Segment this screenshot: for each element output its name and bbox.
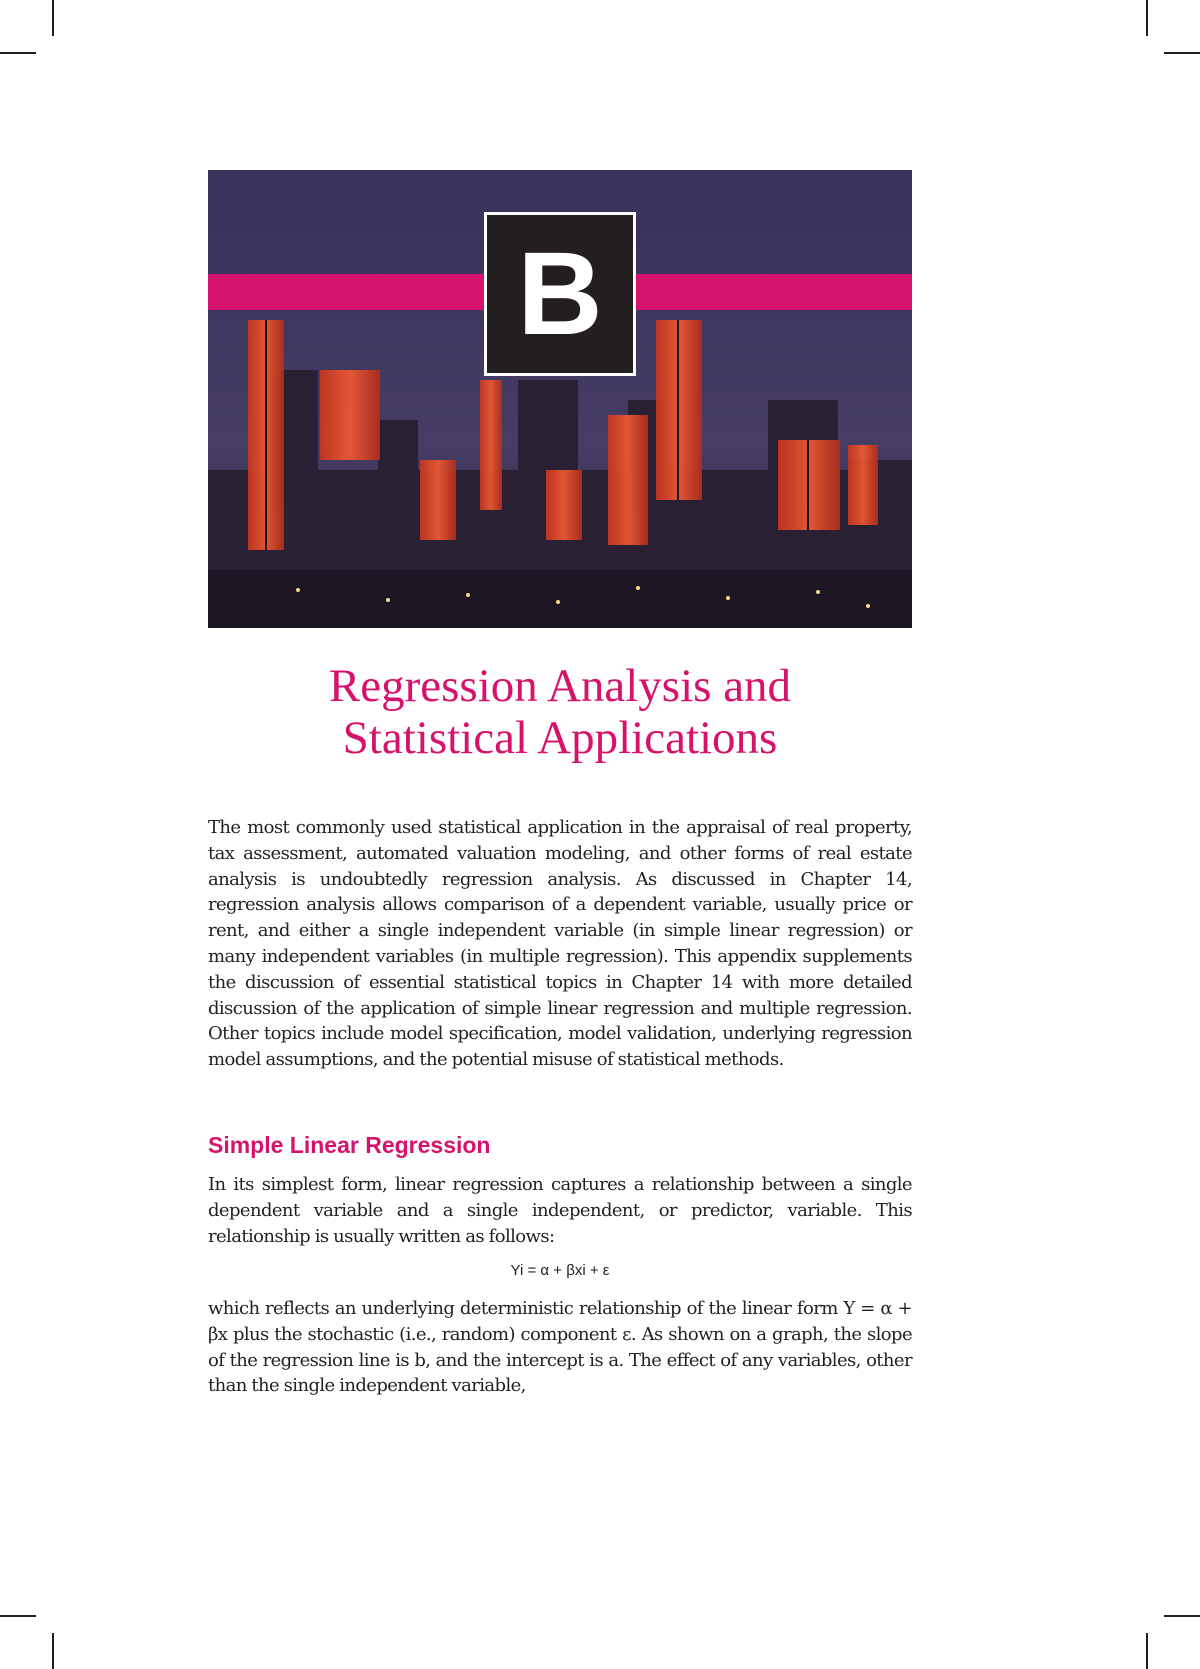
- section-heading: Simple Linear Regression: [208, 1132, 491, 1158]
- crop-mark: [1146, 0, 1148, 36]
- chapter-title-line2: Statistical Applications: [342, 712, 778, 764]
- following-paragraph: which reflects an underlying deterministic relationship of the linear form Y = α + βx plus the stochastic (i.e., random) component ε. As shown on a graph, the slope of the regression line is b, and the intercept is a. The effect of any variables, other than the single independent variable,: [208, 1298, 912, 1397]
- regression-equation: Yi = α + βxi + ε: [510, 1262, 610, 1279]
- crop-mark: [52, 0, 54, 36]
- chapter-title: [208, 660, 912, 764]
- appendix-letter: B: [517, 228, 603, 360]
- section-paragraph: In its simplest form, linear regression captures a relationship between a single dependent variable and a single independent, or predictor, variable. This relationship is usually written as follows:: [208, 1174, 912, 1247]
- crop-mark: [1146, 1633, 1148, 1669]
- intro-paragraph: The most commonly used statistical application in the appraisal of real property, tax assessment, automated valuation modeling, and other forms of real estate analysis is undoubtedly regression analysis. As discussed in Chapter 14, regression analysis allows comparison of a dependent variable, usually price or rent, and either a single independent variable (in simple linear regression) or many independent variables (in multiple regression). This appendix supplements the discussion of essential statistical topics in Chapter 14 with more detailed discussion of the application of simple linear regression and multiple regression. Other topics include model specification, model validation, underlying regression model assumptions, and the potential misuse of statistical methods.: [208, 817, 912, 1071]
- appendix-letter-box: [484, 212, 636, 376]
- crop-mark: [1164, 52, 1200, 54]
- crop-mark: [0, 52, 36, 54]
- chapter-title-line1: Regression Analysis and: [328, 660, 792, 712]
- crop-mark: [52, 1633, 54, 1669]
- crop-mark: [1164, 1615, 1200, 1617]
- crop-mark: [0, 1615, 36, 1617]
